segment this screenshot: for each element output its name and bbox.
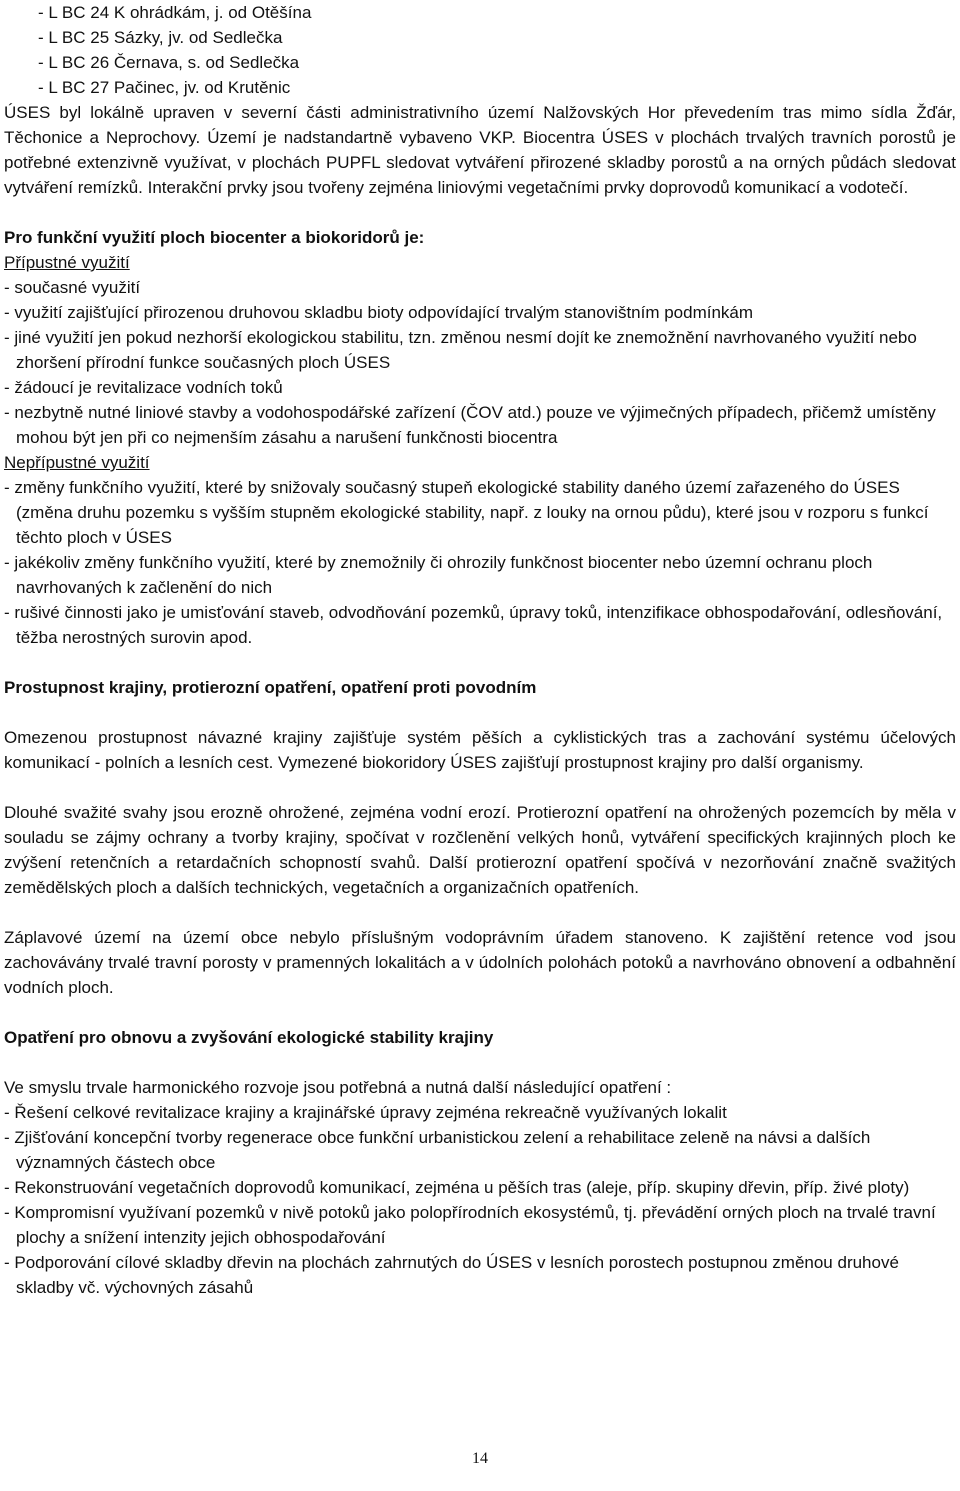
allowed-heading: Přípustné využití <box>4 253 130 272</box>
paragraph: Záplavové území na území obce nebylo příslušným vodoprávním úřadem stanoveno. K zajištění retence vod jsou zachovávány trvalé travní porosty v pramenných lokalitách a v údolních polohách potoků a navrhováno obnovení a odbahnění vodních ploch. <box>4 928 956 997</box>
list-item: - nezbytně nutné liniové stavby a vodohospodářské zařízení (ČOV atd.) pouze ve výjimečných případech, přičemž umístěny mohou být jen při co nejmenším zásahu a narušení funkčnosti biocentra <box>4 403 936 447</box>
list-item: - rušivé činnosti jako je umisťování staveb, odvodňování pozemků, úpravy toků, intenzifikace obhospodařování, odlesňování, těžba nerostných surovin apod. <box>4 603 943 647</box>
allowed-list <box>4 275 956 450</box>
paragraph: Dlouhé svažité svahy jsou erozně ohrožené, zejména vodní erozí. Protierozní opatření na ohrožených pozemcích by měla v souladu se zájmy ochrany a tvorby krajiny, spočívat v rozčlenění velkých honů, vytváření specifických krajinných ploch ke zvýšení retenčních a retardačních schopností svahů. Další protierozní opatření spočívá v nezorňování značně svažitých zemědělských ploch a dalších technických, vegetačních a organizačních opatřeních. <box>4 803 956 897</box>
list-item: - L BC 27 Pačinec, jv. od Krutěnic <box>38 78 291 97</box>
section-heading-prostupnost: Prostupnost krajiny, protierozní opatření, opatření proti povodním <box>4 678 537 697</box>
forbidden-heading: Nepřípustné využití <box>4 453 150 472</box>
list-item: - Zjišťování koncepční tvorby regenerace obce funkční urbanistickou zelení a rehabilitace zeleně na návsi a dalších významných částech obce <box>4 1128 871 1172</box>
list-item: - Řešení celkové revitalizace krajiny a krajinářské úpravy zejména rekreačně využívaných lokalit <box>4 1103 727 1122</box>
top-list <box>4 0 956 100</box>
list-item: - jiné využití jen pokud nezhorší ekologickou stabilitu, tzn. změnou nesmí dojít ke znemožnění navrhovaného využití nebo zhoršení přírodní funkce současných ploch ÚSES <box>4 328 917 372</box>
section-heading-opatreni: Opatření pro obnovu a zvyšování ekologické stability krajiny <box>4 1028 494 1047</box>
forbidden-list <box>4 475 956 650</box>
page-number: 14 <box>472 1450 488 1467</box>
list-item: - L BC 26 Černava, s. od Sedlečka <box>38 53 300 72</box>
section3-intro: Ve smyslu trvale harmonického rozvoje jsou potřebná a nutná další následující opatření : <box>4 1078 672 1097</box>
paragraph: Omezenou prostupnost návazné krajiny zajišťuje systém pěších a cyklistických tras a zachování systému účelových komunikací - polních a lesních cest. Vymezené biokoridory ÚSES zajišťují prostupnost krajiny pro další organismy. <box>4 728 956 772</box>
list-item: - L BC 25 Sázky, jv. od Sedlečka <box>38 28 283 47</box>
list-item: - změny funkčního využití, které by snižovaly současný stupeň ekologické stability daného území zařazeného do ÚSES (změna druhu pozemku s vyšším stupněm ekologické stability, např. z louky na ornou půdu), které jsou v rozporu s funkcí těchto ploch v ÚSES <box>4 478 929 547</box>
list-item: - L BC 24 K ohrádkám, j. od Otěšína <box>38 3 312 22</box>
list-item: - současné využití <box>4 278 141 297</box>
list-item: - Rekonstruování vegetačních doprovodů komunikací, zejména u pěších tras (aleje, příp. skupiny dřevin, příp. živé ploty) <box>4 1178 910 1197</box>
list-item: - žádoucí je revitalizace vodních toků <box>4 378 283 397</box>
list-item: - Podporování cílové skladby dřevin na plochách zahrnutých do ÚSES v lesních porostech postupnou změnou druhové skladby vč. výchovných zásahů <box>4 1253 899 1297</box>
list-item: - využití zajišťující přirozenou druhovou skladbu bioty odpovídající trvalým stanovištním podmínkám <box>4 303 754 322</box>
section3-list <box>4 1100 956 1300</box>
functional-heading: Pro funkční využití ploch biocenter a biokoridorů je: <box>4 228 425 247</box>
list-item: - jakékoliv změny funkčního využití, které by znemožnily či ohrozily funkčnost biocenter nebo územní ochranu ploch navrhovaných k začlenění do nich <box>4 553 873 597</box>
list-item: - Kompromisní využívaní pozemků v nivě potoků jako polopřírodních ekosystémů, tj. převádění orných ploch na trvalé travní plochy a snížení intenzity jejich obhospodařování <box>4 1203 936 1247</box>
uses-paragraph: ÚSES byl lokálně upraven v severní části administrativního území Nalžovských Hor převedením tras mimo sídla Žďár, Těchonice a Neprochovy. Území je nadstandartně vybaveno VKP. Biocentra ÚSES v plochách trvalých travních porostů je potřebné extenzivně využívat, v plochách PUPFL sledovat vytváření přirozené skladby porostů a na orných půdách sledovat vytváření remízků. Interakční prvky jsou tvořeny zejména liniovými vegetačními prvky doprovodů komunikací a vodotečí. <box>4 103 956 197</box>
